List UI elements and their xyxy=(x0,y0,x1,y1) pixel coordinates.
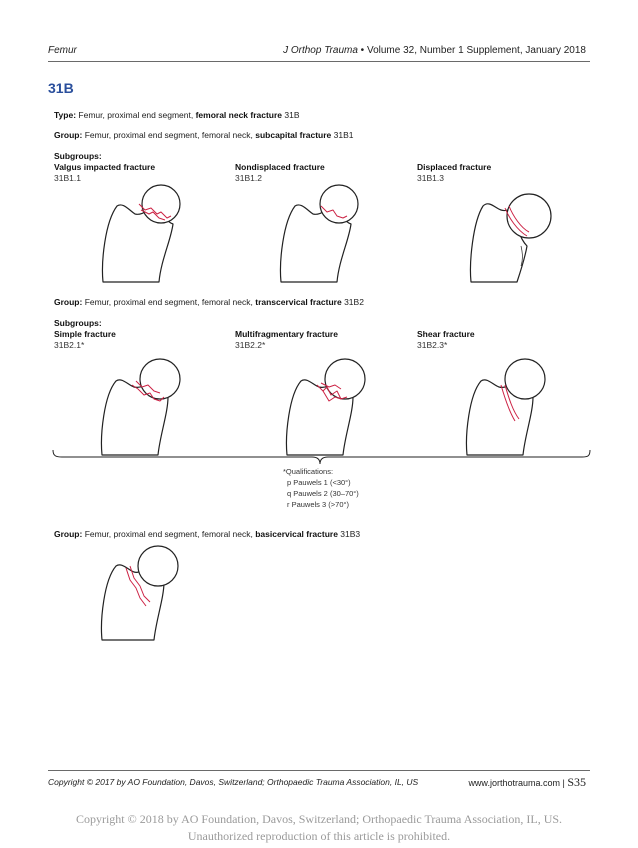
subgroup-name: Displaced fracture xyxy=(417,162,492,172)
footer-sep: | xyxy=(559,778,568,788)
running-header-journal xyxy=(283,45,586,56)
group3-line xyxy=(54,529,360,539)
subgroup-code: 31B2.2* xyxy=(235,340,266,350)
subgroup-brace xyxy=(52,448,592,468)
qualifications-title: *Qualifications: xyxy=(283,467,334,476)
type-line xyxy=(54,110,300,120)
subgroup-name: Shear fracture xyxy=(417,329,475,339)
header-rule xyxy=(48,61,590,62)
footer-url-page xyxy=(468,775,586,790)
qualification-item: p Pauwels 1 (<30°) xyxy=(287,478,351,487)
subgroup-name: Nondisplaced fracture xyxy=(235,162,325,172)
subgroup-name: Valgus impacted fracture xyxy=(54,162,156,172)
watermark-line2: Unauthorized reproduction of this article is prohibited. xyxy=(187,829,451,843)
femur-illustration-31B2.2 xyxy=(283,355,383,455)
femur-illustration-31B2.1 xyxy=(98,355,198,455)
group1-code: 31B1 xyxy=(331,130,354,140)
qualifications-block xyxy=(283,466,359,510)
femur-illustration-31B1.1 xyxy=(95,182,195,282)
group1-label: Group: xyxy=(54,130,83,140)
subgroups2-heading: Subgroups: xyxy=(54,318,102,328)
group1-bold: subcapital fracture xyxy=(255,130,332,140)
qualification-item: q Pauwels 2 (30–70°) xyxy=(287,489,359,498)
group2-label: Group: xyxy=(54,297,83,307)
type-bold: femoral neck fracture xyxy=(195,110,283,120)
footer-copyright: Copyright © 2017 by AO Foundation, Davos, Switzerland; Orthopaedic Trauma Association, IL, US xyxy=(48,777,419,787)
group2-line xyxy=(54,297,364,307)
qualification-item: r Pauwels 3 (>70°) xyxy=(287,500,349,509)
type-text: Femur, proximal end segment, xyxy=(76,110,196,120)
subgroup-name: Multifragmentary fracture xyxy=(235,329,338,339)
group3-text: Femur, proximal end segment, femoral neck, xyxy=(82,529,256,539)
subgroup-code: 31B1.2 xyxy=(235,173,262,183)
group2-code: 31B2 xyxy=(341,297,364,307)
femur-illustration-31B2.3 xyxy=(463,355,563,455)
watermark-line1: Copyright © 2018 by AO Foundation, Davos, Switzerland; Orthopaedic Trauma Association, IL, US. xyxy=(75,812,563,826)
running-header-section: Femur xyxy=(48,45,77,56)
group2-text: Femur, proximal end segment, femoral neck, xyxy=(82,297,256,307)
footer-url[interactable]: www.jorthotrauma.com xyxy=(468,778,560,788)
femur-illustration-31B3 xyxy=(96,540,196,640)
group1-text: Femur, proximal end segment, femoral neck, xyxy=(82,130,256,140)
subgroup-code: 31B1.3 xyxy=(417,173,444,183)
group1-line xyxy=(54,130,354,140)
group3-bold: basicervical fracture xyxy=(255,529,338,539)
femur-illustration-31B1.2 xyxy=(273,182,373,282)
group3-code: 31B3 xyxy=(337,529,361,539)
femur-illustration-31B1.3 xyxy=(465,182,565,282)
type-code: 31B xyxy=(282,110,300,120)
page-number: S35 xyxy=(567,775,586,789)
classification-code: 31B xyxy=(48,80,74,96)
journal-issue: • Volume 32, Number 1 Supplement, January 2018 xyxy=(357,45,586,56)
subgroup-code: 31B1.1 xyxy=(54,173,81,183)
subgroups1-heading: Subgroups: xyxy=(54,151,102,161)
footer-rule xyxy=(48,770,590,771)
subgroup-code: 31B2.3* xyxy=(417,340,448,350)
group3-label: Group: xyxy=(54,529,83,539)
group2-bold: transcervical fracture xyxy=(255,297,342,307)
subgroup-name: Simple fracture xyxy=(54,329,116,339)
subgroup-code: 31B2.1* xyxy=(54,340,85,350)
type-label: Type: xyxy=(54,110,77,120)
journal-title: J Orthop Trauma xyxy=(283,45,358,56)
